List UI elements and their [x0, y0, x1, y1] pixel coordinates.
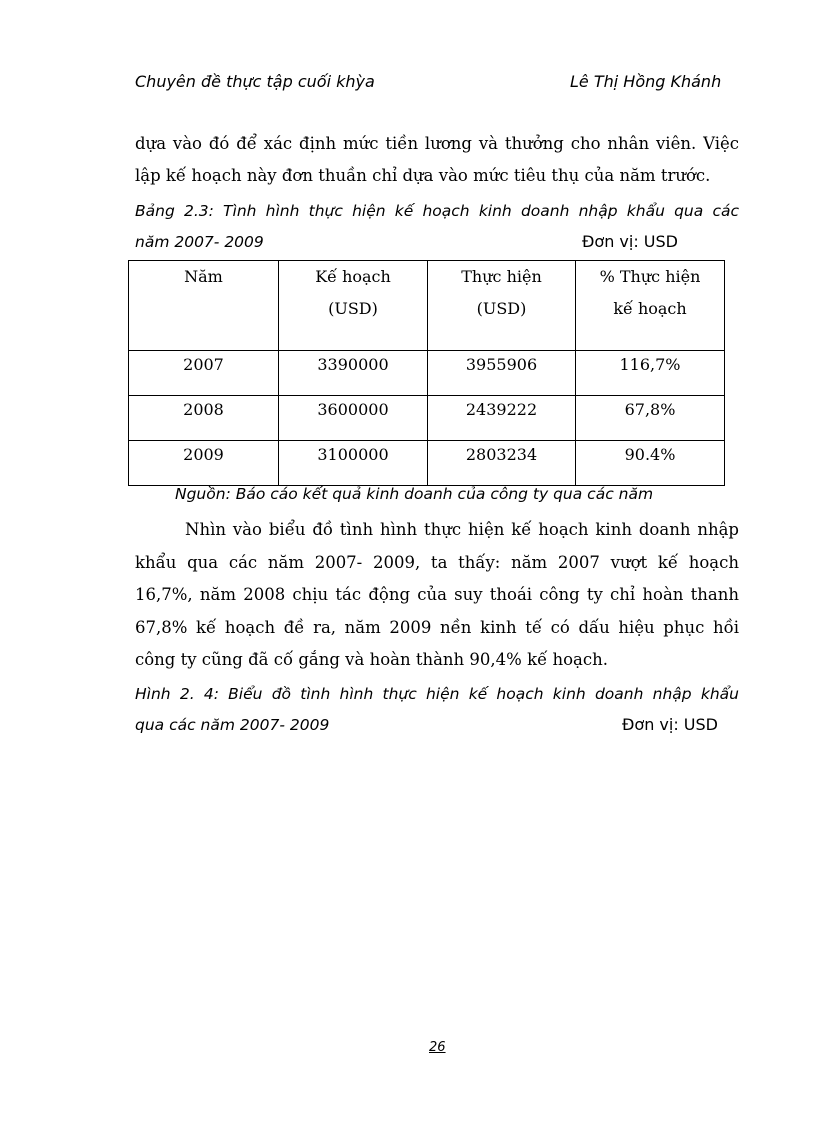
table-caption-line-2: năm 2007- 2009 [135, 233, 264, 251]
header-cell-percent [576, 261, 725, 351]
cell-year: 2009 [129, 441, 279, 486]
paragraph-line-3: 16,7%, năm 2008 chịu tác động của suy thoái công ty chỉ hoàn thanh [135, 585, 739, 604]
figure-unit: Đơn vị: USD [622, 715, 718, 734]
header-plan-l1: Kế hoạch [315, 267, 391, 286]
header-plan-l2: (USD) [328, 299, 378, 318]
cell-actual: 2803234 [428, 441, 576, 486]
cell-year: 2007 [129, 351, 279, 396]
cell-percent: 116,7% [576, 351, 725, 396]
cell-percent: 90.4% [576, 441, 725, 486]
cell-actual: 3955906 [428, 351, 576, 396]
header-left: Chuyên đề thực tập cuối khỳa [135, 72, 375, 91]
figure-caption-line-2: qua các năm 2007- 2009 [135, 716, 330, 734]
cell-percent: 67,8% [576, 396, 725, 441]
intro-line-2: lập kế hoạch này đơn thuần chỉ dựa vào mức tiêu thụ của năm trước. [135, 166, 711, 185]
header-percent-l1: % Thực hiện [599, 267, 701, 286]
table-unit: Đơn vị: USD [582, 232, 678, 251]
table-header-row [129, 261, 725, 351]
cell-year: 2008 [129, 396, 279, 441]
cell-actual: 2439222 [428, 396, 576, 441]
data-table [128, 260, 725, 486]
header-actual-l2: (USD) [476, 299, 527, 318]
cell-plan: 3390000 [279, 351, 428, 396]
paragraph-line-2: khẩu qua các năm 2007- 2009, ta thấy: năm 2007 vượt kế hoạch [135, 553, 739, 572]
table-row [129, 351, 725, 396]
header-cell-actual [428, 261, 576, 351]
table-row [129, 396, 725, 441]
table-row [129, 441, 725, 486]
header-percent-l2: kế hoạch [613, 299, 687, 318]
cell-plan: 3600000 [279, 396, 428, 441]
paragraph-line-1: Nhìn vào biểu đồ tình hình thực hiện kế hoạch kinh doanh nhập [185, 520, 739, 539]
table-caption-line-1: Bảng 2.3: Tình hình thực hiện kế hoạch kinh doanh nhập khẩu qua các [135, 202, 739, 220]
page-number: 26 [429, 1040, 446, 1055]
cell-plan: 3100000 [279, 441, 428, 486]
header-year-l1: Năm [184, 267, 223, 286]
header-cell-plan [279, 261, 428, 351]
table-source: Nguồn: Báo cáo kết quả kinh doanh của công ty qua các năm [175, 485, 654, 503]
header-actual-l1: Thực hiện [461, 267, 542, 286]
figure-caption-line-1: Hình 2. 4: Biểu đồ tình hình thực hiện kế hoạch kinh doanh nhập khẩu [135, 685, 739, 703]
header-right: Lê Thị Hồng Khánh [570, 72, 722, 91]
header-cell-year [129, 261, 279, 351]
paragraph-line-4: 67,8% kế hoạch đề ra, năm 2009 nền kinh tế có dấu hiệu phục hồi [135, 618, 739, 637]
intro-line-1: dựa vào đó để xác định mức tiền lương và thưởng cho nhân viên. Việc [135, 134, 739, 153]
paragraph-line-5: công ty cũng đã cố gắng và hoàn thành 90,4% kế hoạch. [135, 650, 608, 669]
